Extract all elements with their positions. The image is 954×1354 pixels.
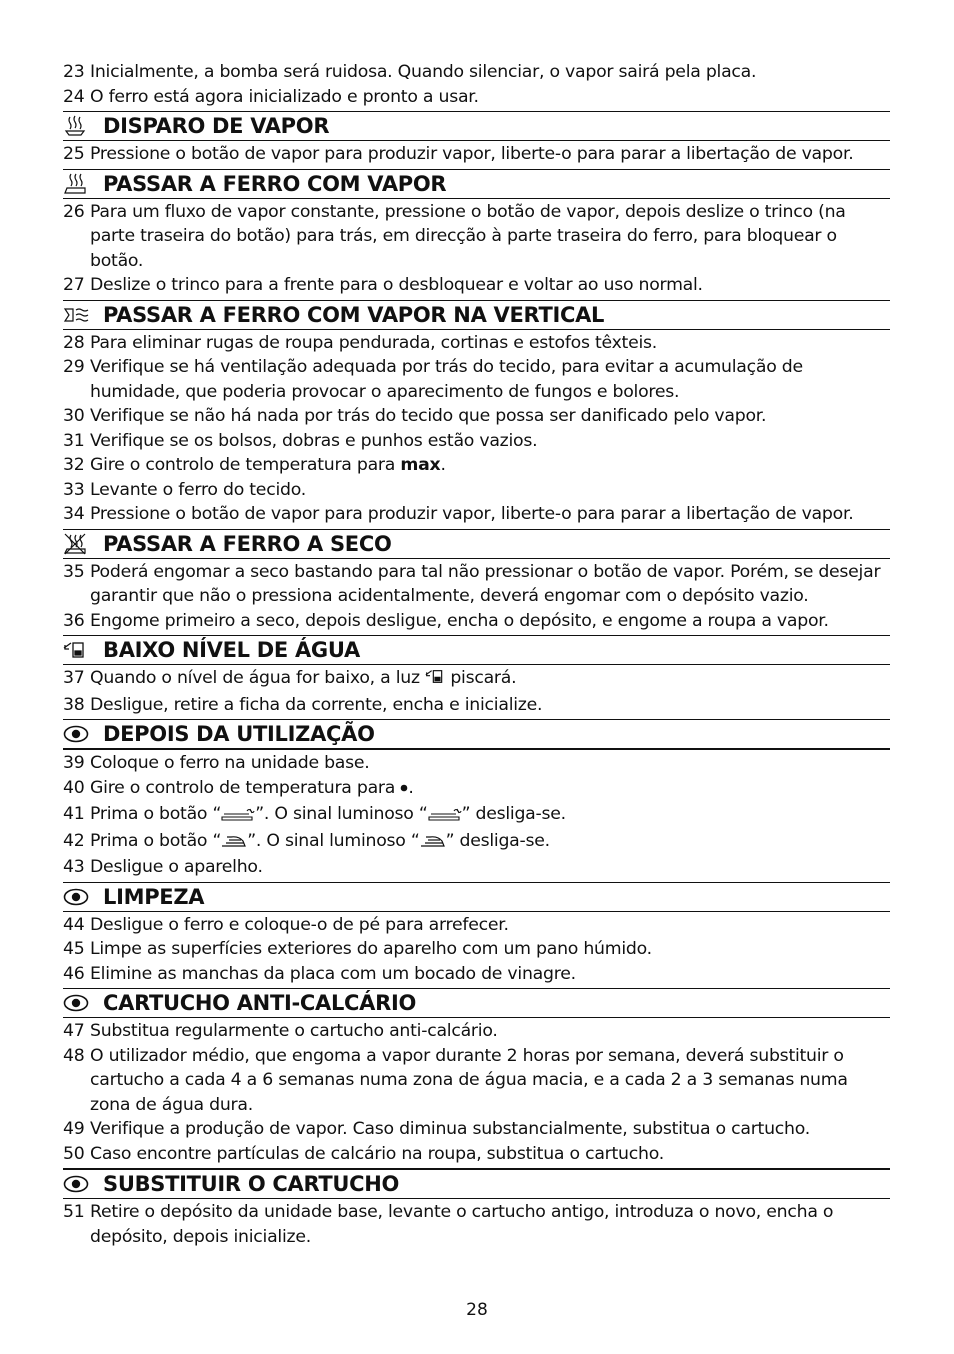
section-heading-steam: PASSAR A FERRO COM VAPOR	[63, 169, 890, 199]
list-item: 34 Pressione o botão de vapor para produzir vapor, liberte-o para parar a libertação de vapor.	[63, 504, 854, 524]
list-item: 51 Retire o depósito da unidade base, levante o cartucho antigo, introduza o novo, encha o depósito, depois inicialize.	[63, 1202, 834, 1247]
list-item: 28 Para eliminar rugas de roupa pendurada, cortinas e estofos têxteis.	[63, 332, 658, 353]
list-item: 48 O utilizador médio, que engoma a vapor durante 2 horas por semana, deverá substituir o cartucho a cada 4 a 6 semanas numa zona de água macia, e a cada 2 a 3 semanas numa zona de água dura.	[63, 1045, 848, 1115]
list-item: 45 Limpe as superfícies exteriores do aparelho com um pano húmido.	[63, 939, 652, 959]
section-heading-vertical: PASSAR A FERRO COM VAPOR NA VERTICAL	[63, 300, 890, 330]
list-item: 46 Elimine as manchas da placa com um bocado de vinagre.	[63, 963, 576, 984]
list-item: 33 Levante o ferro do tecido.	[63, 479, 306, 500]
list-item: 23 Inicialmente, a bomba será ruidosa. Quando silenciar, o vapor sairá pela placa.	[63, 62, 757, 82]
list-item: 30 Verifique se não há nada por trás do tecido que possa ser danificado pelo vapor.	[63, 406, 767, 426]
eye-icon	[63, 888, 103, 906]
list-item: 29 Verifique se há ventilação adequada por trás do tecido, para evitar a acumulação de humidade, que poderia provocar o aparecimento de fungos e bolores.	[63, 357, 803, 402]
list-item: 38 Desligue, retire a ficha da corrente, encha e inicialize.	[63, 694, 543, 715]
section-heading-cleaning: LIMPEZA	[63, 882, 890, 912]
list-item: 25 Pressione o botão de vapor para produzir vapor, liberte-o para parar a libertação de vapor.	[63, 144, 854, 164]
page-content	[63, 60, 890, 1249]
section-heading-low-water: BAIXO NÍVEL DE ÁGUA	[63, 635, 890, 665]
list-item: 47 Substitua regularmente o cartucho anti-calcário.	[63, 1021, 498, 1041]
iron-icon	[221, 831, 247, 856]
vertical-steam-icon	[63, 304, 103, 326]
list-item: 37 Quando o nível de água for baixo, a luz piscará.	[63, 666, 890, 693]
eye-icon	[63, 994, 103, 1012]
base-steam-icon	[428, 804, 462, 829]
low-water-icon	[425, 668, 445, 693]
list-item: 26 Para um fluxo de vapor constante, pressione o botão de vapor, depois deslize o trinco (na parte traseira do botão) para trás, em direcção à parte traseira do ferro, para bloquear o botão.	[63, 201, 846, 271]
no-steam-icon	[63, 533, 103, 555]
base-steam-icon	[221, 804, 255, 829]
list-item: 39 Coloque o ferro na unidade base.	[63, 753, 370, 773]
iron-icon	[420, 831, 446, 856]
steam-shot-icon	[63, 115, 103, 137]
list-item: 24 O ferro está agora inicializado e pronto a usar.	[63, 86, 479, 107]
section-heading-dry: PASSAR A FERRO A SECO	[63, 529, 890, 559]
list-item: 42 Prima o botão “ ”. O sinal luminoso “ ” desliga-se.	[63, 829, 890, 856]
section-heading-replace: SUBSTITUIR O CARTUCHO	[63, 1168, 890, 1199]
list-item: 50 Caso encontre partículas de calcário na roupa, substitua o cartucho.	[63, 1143, 664, 1164]
list-item: 27 Deslize o trinco para a frente para o desbloquear e voltar ao uso normal.	[63, 275, 703, 295]
list-item: 36 Engome primeiro a seco, depois desligue, encha o depósito, e engome a roupa a vapor.	[63, 610, 829, 631]
section-heading-shot: DISPARO DE VAPOR	[63, 111, 890, 141]
list-item: 44 Desligue o ferro e coloque-o de pé para arrefecer.	[63, 914, 509, 935]
list-item: 40 Gire o controlo de temperatura para .	[63, 776, 890, 803]
list-item: 43 Desligue o aparelho.	[63, 857, 263, 877]
list-item: 35 Poderá engomar a seco bastando para tal não pressionar o botão de vapor. Porém, se desejar garantir que não o pressiona acidentalmente, deverá engomar com o depósito vazio.	[63, 561, 881, 606]
list-item: 31 Verifique se os bolsos, dobras e punhos estão vazios.	[63, 430, 538, 451]
low-water-icon	[63, 640, 103, 660]
steam-icon	[63, 173, 103, 195]
eye-icon	[63, 725, 103, 743]
section-heading-after-use: DEPOIS DA UTILIZAÇÃO	[63, 719, 890, 750]
page-number: 28	[466, 1300, 488, 1320]
list-item: 32 Gire o controlo de temperatura para max.	[63, 455, 446, 475]
list-item: 49 Verifique a produção de vapor. Caso diminua substancialmente, substitua o cartucho.	[63, 1119, 810, 1139]
eye-icon	[63, 1175, 103, 1193]
section-heading-cartridge: CARTUCHO ANTI-CALCÁRIO	[63, 988, 890, 1018]
list-item: 41 Prima o botão “ ”. O sinal luminoso “ ” desliga-se.	[63, 802, 890, 829]
